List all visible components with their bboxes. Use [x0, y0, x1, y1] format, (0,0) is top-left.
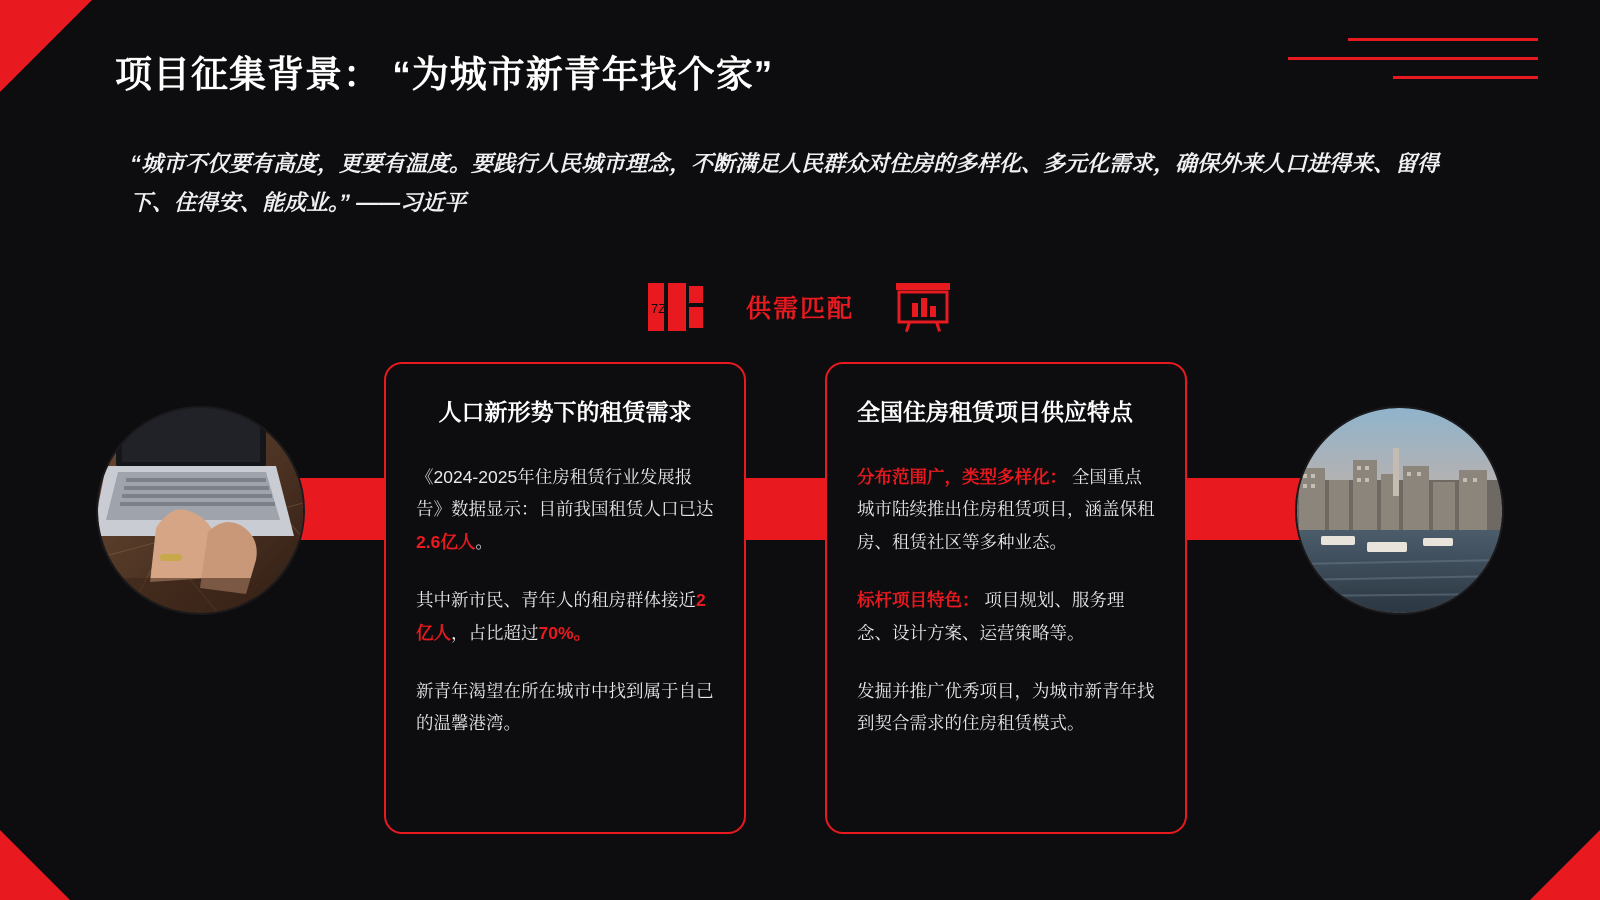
card2-paragraph-1 [857, 461, 1155, 558]
card2-heading: 全国住房租赁项目供应特点 [857, 399, 1133, 425]
card-rental-demand [384, 362, 746, 834]
text-run: 。 [475, 531, 493, 552]
card-supply-features [825, 362, 1187, 834]
corner-decoration-top-left [0, 0, 92, 92]
highlight-run: 70%。 [538, 622, 592, 643]
quote-text: “城市不仅要有高度，更要有温度。要践行人民城市理念，不断满足人民群众对住房的多样化、多元化需求，确保外来人口进得来、留得下、住得安、能成业。” ——习近平 [130, 151, 1440, 215]
highlight-run: 分布范围广，类型多样化： [857, 467, 1067, 487]
highlight-run: 2.6亿人 [416, 531, 476, 552]
card1-paragraph-3 [416, 675, 714, 740]
line-decoration-top-right [1288, 38, 1538, 95]
corner-decoration-bottom-left [0, 830, 70, 900]
highlight-run: 标杆项目特色： [857, 590, 980, 611]
card1-paragraph-1 [416, 461, 714, 558]
card1-paragraph-2 [416, 584, 714, 649]
connector-bar [190, 478, 1415, 540]
text-run: ，占比超过 [451, 622, 539, 643]
presentation-board-icon [890, 279, 956, 335]
text-run: 《2024-2025年住房租赁行业发展报告》数据显示：目前我国租赁人口已达 [416, 467, 714, 520]
highlight-run: 2亿人 [416, 590, 706, 643]
band-label: 供需匹配 [745, 295, 854, 323]
text-run: 项目规划、服务理念、设计方案、运营策略等。 [857, 590, 1125, 643]
house-door-icon [644, 279, 710, 335]
text-run: 新青年渴望在所在城市中找到属于自己的温馨港湾。 [416, 680, 714, 734]
city-waterfront-photo [1295, 406, 1504, 615]
card2-paragraph-3 [857, 675, 1155, 740]
corner-decoration-bottom-right [1530, 830, 1600, 900]
card2-paragraph-2 [857, 584, 1155, 649]
text-run: 发掘并推广优秀项目，为城市新青年找到契合需求的住房租赁模式。 [857, 680, 1155, 734]
laptop-typing-photo [96, 406, 305, 615]
text-run: 其中新市民、青年人的租房群体接近 [416, 590, 696, 611]
svg-text:7Z: 7Z [650, 301, 667, 316]
card1-heading: 人口新形势下的租赁需求 [438, 399, 692, 425]
text-run: 全国重点城市陆续推出住房租赁项目，涵盖保租房、租赁社区等多种业态。 [857, 467, 1155, 552]
center-icon-band [0, 272, 1600, 342]
page-title: 项目征集背景： “为城市新青年找个家” [115, 54, 774, 95]
